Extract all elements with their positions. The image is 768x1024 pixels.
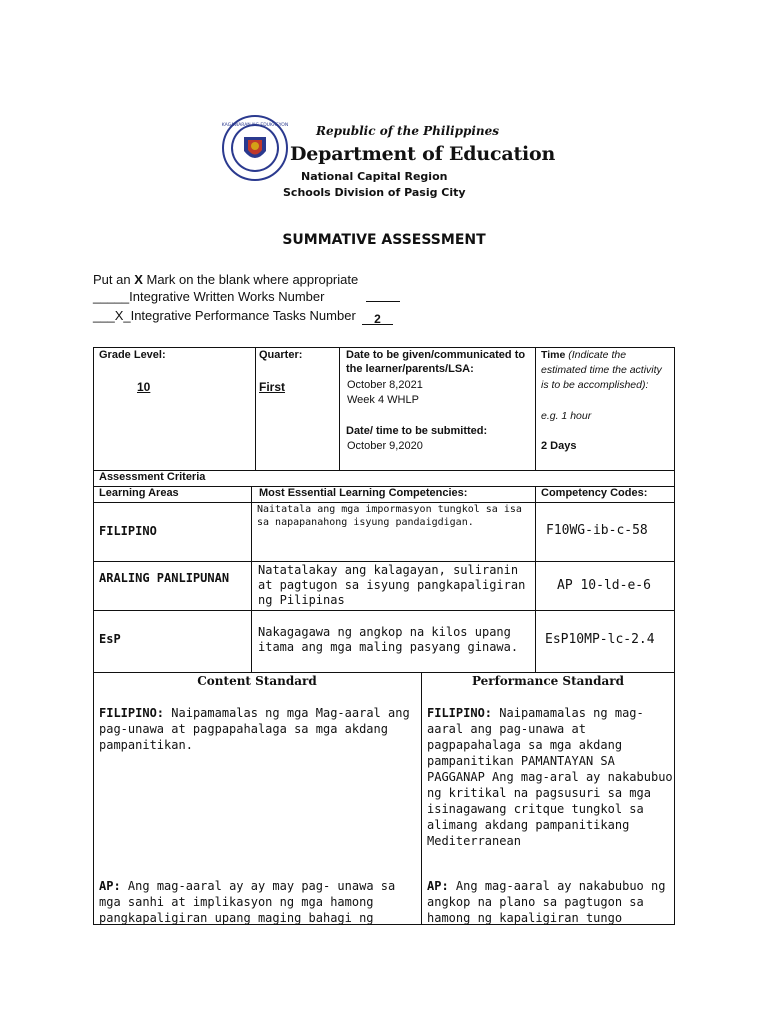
- quarter-label: Quarter:: [259, 349, 303, 361]
- performance-filipino-text: Naipamamalas ng mag-aaral ang pag-unawa at pagpapahalaga sa mga akdang pampanitikan PAMANTAYAN SA PAGGANAP Ang mag-aral ay nakabubuo ng kritikal na pagsusuri sa mga isinagawang critque tungkol sa alimang akdang pampanitikang Mediterranean: [427, 706, 673, 848]
- performance-ap-label: AP:: [427, 879, 449, 893]
- performance-ap-text: Ang mag-aaral ay nakabubuo ng angkop na plano sa pagtugon sa hamong ng kapaligiran tungo: [427, 879, 666, 924]
- grade-value: 10: [137, 380, 151, 394]
- date-given-label: Date to be given/communicated to the learner/parents/LSA:: [346, 349, 526, 375]
- date-submit-label: Date/ time to be submitted:: [346, 425, 488, 437]
- performance-label: Integrative Performance Tasks Number: [130, 308, 356, 323]
- republic-line: Republic of the Philippines: [316, 124, 500, 138]
- time-label: Time: [541, 349, 566, 361]
- area-araling-panlipunan: ARALING PANLIPUNAN: [99, 571, 230, 585]
- instruction-mark: X: [134, 272, 143, 287]
- code-filipino: F10WG-ib-c-58: [546, 523, 648, 538]
- performance-number[interactable]: 2: [362, 308, 393, 325]
- content-filipino-label: FILIPINO:: [99, 706, 165, 720]
- performance-filipino: [427, 705, 673, 849]
- col-competencies: Most Essential Learning Competencies:: [259, 487, 468, 499]
- content-filipino: [99, 705, 417, 753]
- region-line: National Capital Region: [301, 170, 448, 183]
- seal-text: KAGAWARAN NG EDUKASYON: [222, 123, 288, 128]
- instruction-prefix: Put an: [93, 272, 135, 287]
- competency-araling-panlipunan: Natatalakay ang kalagayan, suliranin at pagtugon sa isyung pangkapaligiran ng Pilipinas: [258, 563, 526, 607]
- col-codes: Competency Codes:: [541, 487, 648, 499]
- code-esp: EsP10MP-lc-2.4: [545, 632, 655, 647]
- col-learning-areas: Learning Areas: [99, 487, 179, 499]
- deped-seal-logo: [222, 115, 288, 181]
- area-filipino: FILIPINO: [99, 524, 157, 538]
- grade-label: Grade Level:: [99, 349, 166, 361]
- instruction-line: [93, 270, 358, 289]
- time-example: e.g. 1 hour: [541, 410, 592, 422]
- written-works-number-blank[interactable]: [366, 289, 400, 302]
- department-name: Department of Education: [290, 143, 556, 165]
- performance-ap: [427, 878, 673, 924]
- performance-filipino-label: FILIPINO:: [427, 706, 493, 720]
- quarter-value: First: [259, 380, 286, 394]
- content-ap: [99, 878, 417, 924]
- time-note: (Indicate the estimated time the activity is to be accomplished):: [541, 349, 662, 391]
- date-given-week: Week 4 WHLP: [347, 394, 419, 406]
- division-line: Schools Division of Pasig City: [283, 186, 466, 199]
- performance-blank[interactable]: ___X_: [93, 308, 131, 323]
- competency-esp: Nakagagawa ng angkop na kilos upang itama ang mga maling pasyang ginawa.: [258, 625, 519, 654]
- time-value: 2 Days: [541, 440, 577, 452]
- content-filipino-text: Naipamamalas ng mga Mag-aaral ang pag-unawa at pagpapahalaga sa mga akdang pampanitikan.: [99, 706, 410, 752]
- performance-standard-title: Performance Standard: [471, 674, 625, 688]
- content-ap-text: Ang mag-aaral ay ay may pag- unawa sa mga sanhi at implikasyon ng mga hamong pangkapaligiran upang maging bahagi ng: [99, 879, 396, 924]
- criteria-title: Assessment Criteria: [99, 471, 206, 483]
- written-works-blank[interactable]: _____: [93, 289, 130, 304]
- code-araling-panlipunan: AP 10-ld-e-6: [557, 578, 651, 593]
- performance-tasks-line: [93, 308, 356, 323]
- area-esp: EsP: [99, 632, 121, 646]
- date-given-value: October 8,2021: [347, 379, 423, 391]
- content-standard-title: Content Standard: [197, 674, 317, 688]
- page-title: SUMMATIVE ASSESSMENT: [282, 232, 486, 248]
- time-cell: [541, 348, 669, 393]
- written-works-label: Integrative Written Works Number: [129, 289, 325, 304]
- date-submit-value: October 9,2020: [347, 440, 423, 452]
- content-ap-label: AP:: [99, 879, 121, 893]
- written-works-line: [93, 289, 324, 304]
- competency-filipino: Naitatala ang mga impormasyon tungkol sa isa sa napapanahong isyung pandaigdigan.: [257, 504, 522, 528]
- instruction-suffix: Mark on the blank where appropriate: [142, 272, 359, 287]
